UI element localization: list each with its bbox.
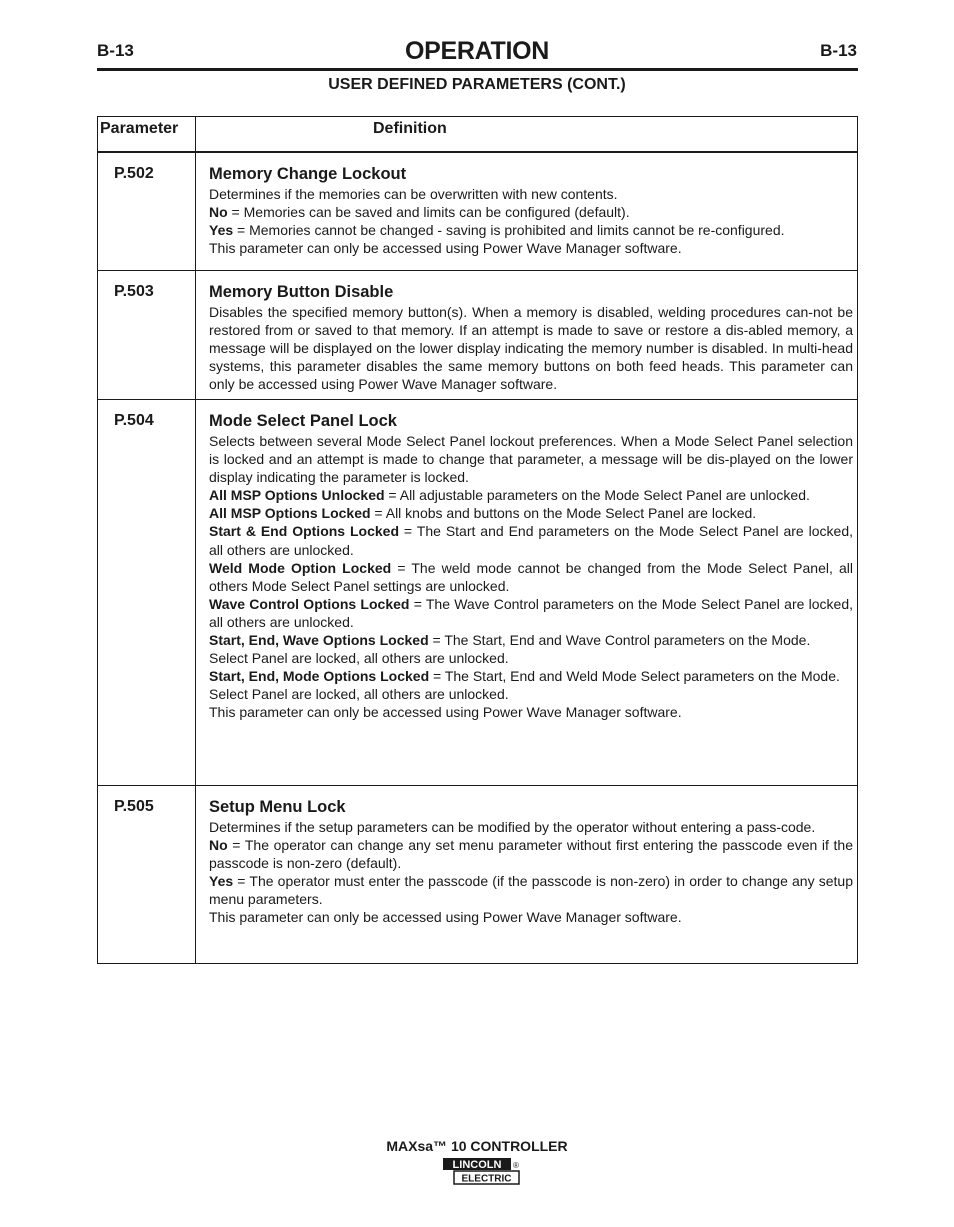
- table-header: [97, 116, 858, 153]
- definition-line: [209, 818, 853, 836]
- definition-line: [209, 303, 853, 393]
- definition-line: [209, 631, 853, 649]
- definition-line: [209, 836, 853, 872]
- definition-text: Select Panel are locked, all others are unlocked.: [209, 686, 509, 703]
- definition-text: = The operator must enter the passcode (if the passcode is non-zero) in order to change any setup menu parameters.: [209, 873, 853, 908]
- parameter-title: Memory Button Disable: [209, 283, 394, 301]
- parameter-definition: [209, 153, 853, 257]
- parameter-definition: [209, 271, 853, 393]
- option-name: All MSP Options Unlocked: [209, 487, 385, 504]
- option-name: Start & End Options Locked: [209, 523, 400, 540]
- definition-line: [209, 685, 853, 703]
- parameter-code: P.503: [114, 283, 154, 300]
- definition-text: = All knobs and buttons on the Mode Select Panel are locked.: [370, 505, 757, 522]
- option-name: Start, End, Wave Options Locked: [209, 632, 429, 649]
- parameter-title: Setup Menu Lock: [209, 798, 346, 816]
- definition-text: = The Start and End parameters on the Mode Select Panel are locked, all others are unlocked.: [209, 523, 853, 558]
- logo-text-top: LINCOLN: [452, 1159, 502, 1171]
- definition-line: [209, 504, 853, 522]
- section-subtitle: USER DEFINED PARAMETERS (CONT.): [328, 76, 626, 93]
- definition-text: = All adjustable parameters on the Mode Select Panel are unlocked.: [384, 487, 810, 504]
- logo-text-bottom: ELECTRIC: [461, 1173, 512, 1185]
- option-name: Weld Mode Option Locked: [209, 559, 392, 576]
- parameter-title: Mode Select Panel Lock: [209, 412, 397, 430]
- page-number-right: B-13: [820, 41, 857, 60]
- definition-line: [209, 559, 853, 595]
- option-name: Yes: [209, 222, 234, 239]
- definition-line: [209, 203, 853, 221]
- definition-line: [209, 486, 853, 504]
- definition-line: [209, 872, 853, 908]
- parameter-title: Memory Change Lockout: [209, 165, 407, 183]
- column-divider: [195, 117, 196, 151]
- definition-line: [209, 221, 853, 239]
- definition-line: [209, 185, 853, 203]
- footer-model-name: MAXsa™ 10 CONTROLLER: [386, 1138, 568, 1154]
- parameter-definition: [209, 786, 853, 927]
- definition-text: Disables the specified memory button(s). When a memory is disabled, welding procedures can-not be restored from or saved to that memory. If an attempt is made to save or restore a dis-abled memory, a message will be displayed on the lower display indicating the memory number is disabled. In multi-head systems, this parameter disables the same memory buttons on both feed heads. This parameter can only be accessed using Power Wave Manager software.: [209, 304, 853, 393]
- definition-text: Selects between several Mode Select Panel lockout preferences. When a Mode Select Panel selection is locked and an attempt is made to change that parameter, a message will be dis-played on the lower display indicating the parameter is locked.: [209, 433, 853, 486]
- definition-line: [209, 595, 853, 631]
- definition-line: [209, 432, 853, 486]
- option-name: All MSP Options Locked: [209, 505, 371, 522]
- page-number-left: B-13: [97, 41, 134, 60]
- table-row: [97, 153, 858, 271]
- definition-line: [209, 908, 853, 926]
- parameter-code: P.504: [114, 412, 154, 429]
- table-body: [97, 153, 858, 964]
- definition-text: = The operator can change any set menu parameter without first entering the passcode even if the passcode is non-zero (default).: [209, 837, 853, 872]
- table-row: [97, 786, 858, 964]
- parameter-code: P.505: [114, 798, 154, 815]
- table-row: [97, 271, 858, 400]
- option-name: Yes: [209, 873, 234, 890]
- definition-text: This parameter can only be accessed using Power Wave Manager software.: [209, 909, 682, 926]
- parameter-table: [97, 116, 858, 964]
- definition-text: = The Start, End and Wave Control parameters on the Mode.: [428, 632, 811, 649]
- column-header-definition: Definition: [373, 120, 447, 137]
- lincoln-electric-logo: [443, 1158, 521, 1185]
- definition-text: Select Panel are locked, all others are unlocked.: [209, 650, 509, 667]
- definition-text: Determines if the setup parameters can be modified by the operator without entering a pass-code.: [209, 819, 816, 835]
- table-row: [97, 400, 858, 786]
- definition-text: This parameter can only be accessed using Power Wave Manager software.: [209, 704, 682, 721]
- logo-registered-mark: ®: [513, 1161, 519, 1170]
- definition-text: = The Wave Control parameters on the Mode Select Panel are locked, all others are unlocked.: [209, 595, 853, 630]
- definition-line: [209, 239, 853, 257]
- definition-line: [209, 522, 853, 558]
- option-name: No: [209, 837, 228, 854]
- option-name: No: [209, 204, 228, 221]
- column-divider: [195, 271, 196, 399]
- parameter-code: P.502: [114, 165, 154, 182]
- column-divider: [195, 153, 196, 270]
- definition-line: [209, 703, 853, 721]
- title-rule: [97, 68, 858, 71]
- column-header-parameter: Parameter: [100, 120, 179, 137]
- definition-line: [209, 649, 853, 667]
- option-name: Wave Control Options Locked: [209, 595, 410, 612]
- definition-line: [209, 667, 853, 685]
- definition-text: = The Start, End and Weld Mode Select parameters on the Mode.: [429, 668, 840, 685]
- column-divider: [195, 786, 196, 963]
- definition-text: = Memories cannot be changed - saving is prohibited and limits cannot be re-configured.: [233, 222, 785, 239]
- page-title: OPERATION: [404, 37, 550, 65]
- option-name: Start, End, Mode Options Locked: [209, 668, 430, 685]
- definition-text: Determines if the memories can be overwritten with new contents.: [209, 186, 618, 202]
- column-divider: [195, 400, 196, 785]
- definition-text: = Memories can be saved and limits can be configured (default).: [227, 204, 630, 221]
- definition-text: This parameter can only be accessed using Power Wave Manager software.: [209, 240, 682, 257]
- definition-text: = The weld mode cannot be changed from the Mode Select Panel, all others Mode Select Panel settings are unlocked.: [209, 559, 853, 594]
- parameter-definition: [209, 400, 853, 722]
